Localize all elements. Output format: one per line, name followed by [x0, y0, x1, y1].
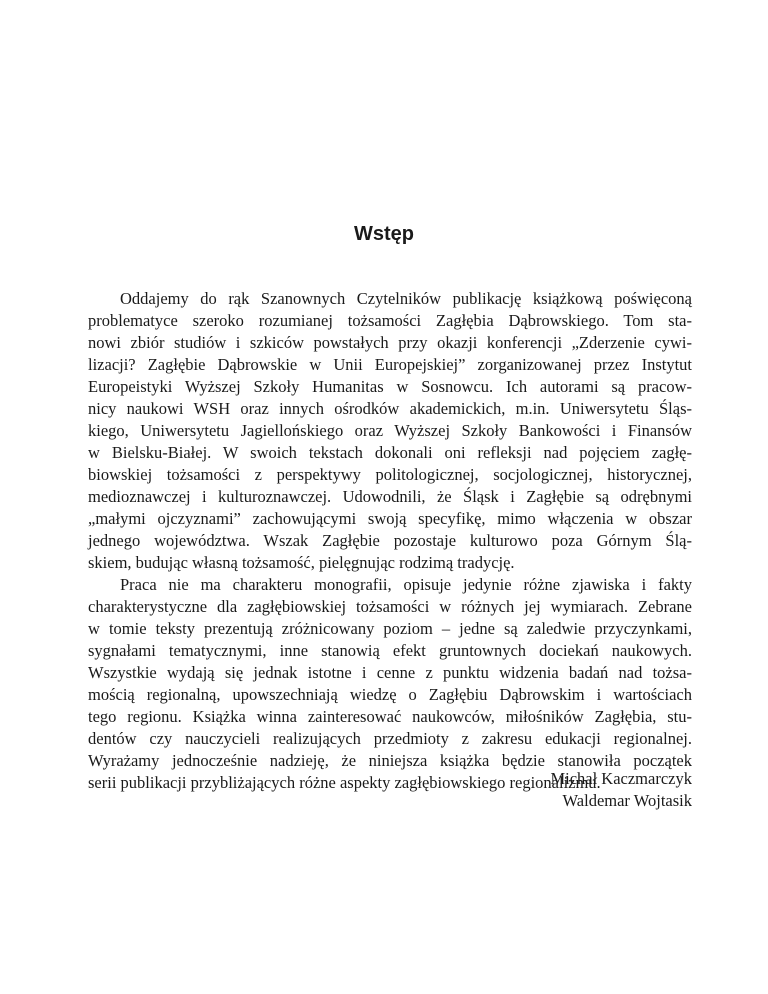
text-line: lizacji? Zagłębie Dąbrowskie w Unii Europejskiej” zorganizowanej przez Instytut [88, 355, 692, 374]
text-line: Praca nie ma charakteru monografii, opisuje jedynie różne zjawiska i fakty [120, 575, 692, 594]
text-line: sygnałami tematycznymi, inne stanowią efekt gruntownych dociekań naukowych. [88, 641, 692, 660]
text-line: Wyrażamy jednocześnie nadzieję, że niniejsza książka będzie stanowiła początek [88, 751, 692, 770]
body-text [88, 288, 692, 794]
text-line: kiego, Uniwersytetu Jagiellońskiego oraz Wyższej Szkoły Bankowości i Finansów [88, 421, 692, 440]
text-line: mością regionalną, upowszechniają wiedzę o Zagłębiu Dąbrowskim i wartościach [88, 685, 692, 704]
text-line: Europeistyki Wyższej Szkoły Humanitas w Sosnowcu. Ich autorami są pracow- [88, 377, 692, 396]
text-line: biowskiej tożsamości z perspektywy politologicznej, socjologicznej, historycznej, [88, 465, 692, 484]
text-line: w Bielsku-Białej. W swoich tekstach dokonali oni refleksji nad pojęciem zagłę- [88, 443, 692, 462]
text-line: nicy naukowi WSH oraz innych ośrodków akademickich, m.in. Uniwersytetu Śląs- [88, 399, 692, 418]
paragraph [88, 574, 692, 794]
text-line: problematyce szeroko rozumianej tożsamości Zagłębia Dąbrowskiego. Tom sta- [88, 311, 692, 330]
text-line: skiem, budując własną tożsamość, pielęgnując rodzimą tradycję. [88, 553, 515, 572]
author-signatures [400, 768, 692, 812]
text-line: jednego województwa. Wszak Zagłębie pozostaje kulturowo poza Górnym Ślą- [88, 531, 692, 550]
text-line: w tomie teksty prezentują zróżnicowany poziom – jedne są zaledwie przyczynkami, [88, 619, 692, 638]
text-line: Wszystkie wydają się jednak istotne i cenne z punktu widzenia badań nad tożsa- [88, 663, 692, 682]
text-line: serii publikacji przybliżających różne aspekty zagłębiowskiego regionalizmu. [88, 773, 601, 792]
text-line: dentów czy nauczycieli realizujących przedmioty z zakresu edukacji regionalnej. [88, 729, 692, 748]
text-line: Oddajemy do rąk Szanownych Czytelników publikację książkową poświęconą [120, 289, 692, 308]
author-name: Michał Kaczmarczyk [550, 769, 692, 788]
text-line: nowi zbiór studiów i szkiców powstałych przy okazji konferencji „Zderzenie cywi- [88, 333, 692, 352]
author-name: Waldemar Wojtasik [562, 791, 692, 810]
text-line: „małymi ojczyznami” zachowującymi swoją specyfikę, mimo włączenia w obszar [88, 509, 692, 528]
paragraph [88, 288, 692, 574]
text-line: medioznawczej i kulturoznawczej. Udowodnili, że Śląsk i Zagłębie są odrębnymi [88, 487, 692, 506]
text-line: charakterystyczne dla zagłębiowskiej tożsamości w różnych jej wymiarach. Zebrane [88, 597, 692, 616]
text-line: tego regionu. Książka winna zainteresować naukowców, miłośników Zagłębia, stu- [88, 707, 692, 726]
page-title: Wstęp [354, 223, 414, 245]
